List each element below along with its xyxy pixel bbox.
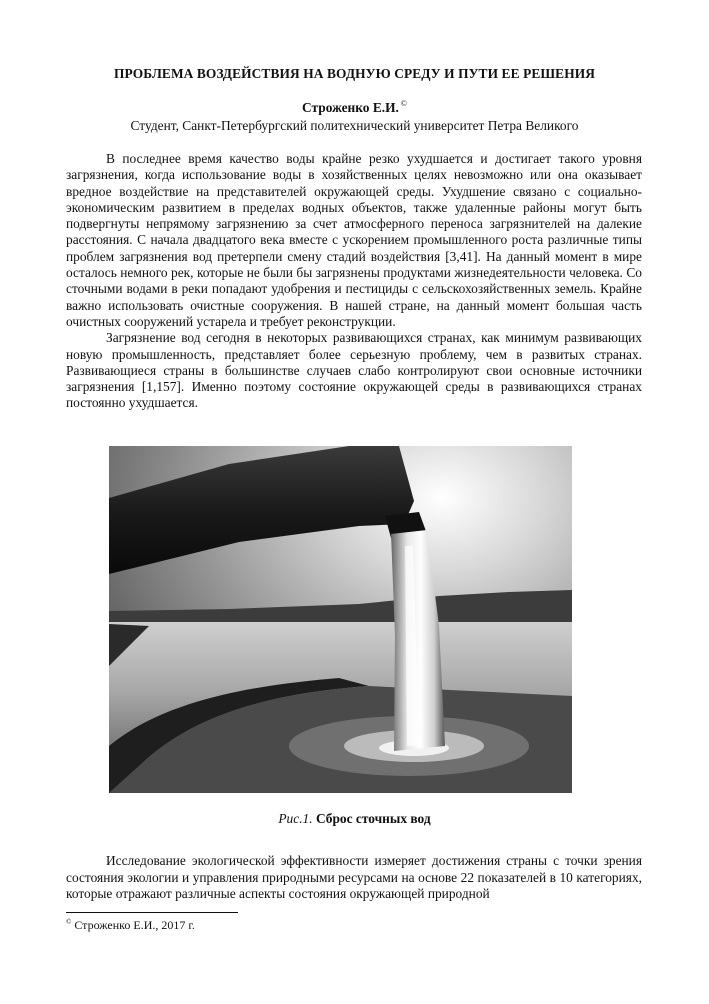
figure-caption-text: Сброс сточных вод <box>315 811 431 826</box>
footnote <box>66 918 195 933</box>
footnote-text: Строженко Е.И., 2017 г. <box>74 918 195 932</box>
copyright-mark: © <box>400 99 407 108</box>
figure-caption <box>60 811 649 827</box>
paragraph: Исследование экологической эффективности измеряет достижения страны с точки зрения состояния экологии и управления природными ресурсами на основе 22 показателей в 10 категориях, которые отражают различные аспекты состояния окружающей природной <box>66 853 642 901</box>
body-text-continued <box>66 853 642 903</box>
figure-photo-pipe-discharge <box>109 446 572 793</box>
author-name: Строженко Е.И. <box>302 100 399 115</box>
author-line <box>60 99 649 116</box>
paragraph: В последнее время качество воды крайне резко ухудшается и достигает такого уровня загрязнения, когда использование воды в хозяйственных целях невозможно или она оказывает вредное воздействие на представителей окружающей среды. Ухудшение связано с социально-экономическим развитием в пределах водных объектов, также удаленные районы могут быть подвергнуты непрямому загрязнению за счет атмосферного переноса загрязнителей на далекие расстояния. С начала двадцатого века вместе с ускорением промышленного роста различные типы проблем загрязнения вод претерпели смену стадий воздействия [3,41]. На данный момент в мире осталось немного рек, которые не были бы загрязнены продуктами жизнедеятельности человека. Со сточными водами в реки попадают удобрения и пестициды с сельскохозяйственных земель. Крайне важно использовать очистные сооружения. В нашей стране, на данный момент большая часть очистных сооружений устарела и требует реконструкции. <box>66 151 642 329</box>
figure-number: Рис.1. <box>278 811 313 826</box>
author-affiliation: Студент, Санкт-Петербургский политехнический университет Петра Великого <box>130 118 579 133</box>
paper-title: ПРОБЛЕМА ВОЗДЕЙСТВИЯ НА ВОДНУЮ СРЕДУ И ПУТИ ЕЕ РЕШЕНИЯ <box>113 66 596 81</box>
footnote-divider <box>66 912 238 913</box>
photo-illustration <box>109 446 572 793</box>
paragraph: Загрязнение вод сегодня в некоторых развивающихся странах, как минимум развивающих новую промышленность, представляет более серьезную проблему, чем в развитых странах. Развивающиеся страны в большинстве случаев слабо контролируют свои основные источники загрязнения [1,157]. Именно поэтому состояние окружающей среды в развивающихся странах постоянно ухудшается. <box>66 330 642 411</box>
body-text <box>66 151 642 412</box>
footnote-mark: © <box>66 918 72 926</box>
